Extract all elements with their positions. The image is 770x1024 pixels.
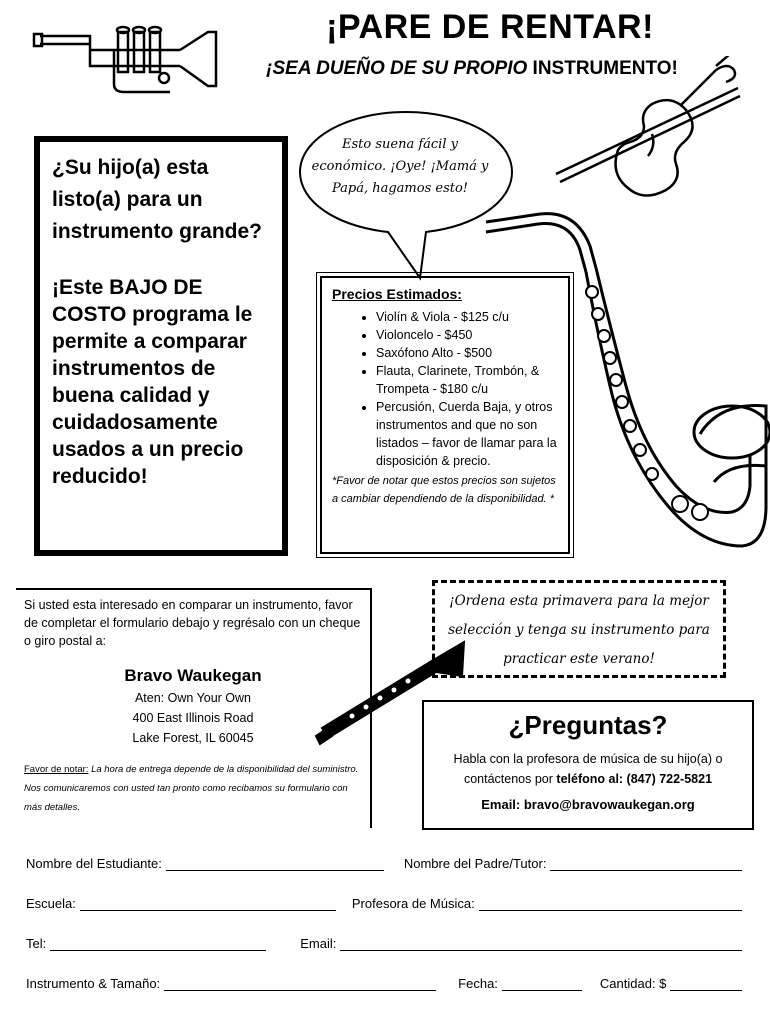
speech-bubble-text: Esto suena fácil y económico. ¡Oye! ¡Mamá y Papá, hagamos esto! — [311, 137, 489, 196]
tel-field[interactable] — [50, 936, 266, 951]
org-name: Bravo Waukegan — [124, 666, 262, 685]
delivery-note-text: La hora de entrega depende de la disponibilidad del suministro. Nos comunicaremos con usted tan pronto como recibamos su formulario con más detalles. — [24, 764, 359, 813]
questions-desc — [424, 749, 752, 789]
school-field[interactable] — [80, 896, 336, 911]
date-label: Fecha: — [458, 976, 498, 991]
amount-field[interactable] — [670, 976, 742, 991]
order-note: ¡Ordena esta primavera para la mejor selección y tenga su instrumento para practicar este verano! — [432, 580, 726, 678]
teacher-label: Profesora de Música: — [351, 896, 475, 911]
teacher-field[interactable] — [479, 896, 742, 911]
form-row-instrument — [26, 976, 742, 991]
delivery-note-label: Favor de notar: — [24, 764, 89, 775]
page-title: ¡PARE DE RENTAR! — [326, 8, 654, 46]
questions-desc-text: Habla con la profesora de música de su hijo(a) o contáctenos por — [453, 752, 723, 786]
violin-icon — [548, 56, 748, 206]
parent-name-label: Nombre del Padre/Tutor: — [403, 856, 547, 871]
school-label: Escuela: — [26, 896, 76, 911]
price-item: • Flauta, Clarinete, Trombón, & Trompeta - $180 c/u — [376, 362, 562, 398]
mailing-intro: Si usted esta interesado en comparar un instrumento, favor de completar el formulario debajo y regrésalo con un cheque o giro postal a: — [24, 598, 361, 648]
questions-box — [422, 700, 754, 830]
email-label: Email: — [300, 936, 337, 951]
prices-list — [332, 308, 562, 470]
prices-box — [320, 276, 570, 554]
prices-title: Precios Estimados: — [332, 286, 462, 302]
subtitle-italic: ¡SEA DUEÑO DE SU PROPIO — [266, 58, 528, 79]
price-item: • Violín & Viola - $125 c/u — [376, 308, 562, 326]
trumpet-icon — [30, 14, 225, 94]
program-question: ¿Su hijo(a) esta listo(a) para un instrumento grande? — [52, 156, 263, 243]
program-pitch: ¡Este BAJO DE COSTO programa le permite a comparar instrumentos de buena calidad y cuidadosamente usados a un precio reducido! — [52, 276, 253, 488]
price-item: • Saxófono Alto - $500 — [376, 344, 562, 362]
subtitle-bold: INSTRUMENTO! — [532, 58, 678, 79]
price-item: • Violoncelo - $450 — [376, 326, 562, 344]
questions-email: Email: bravo@bravowaukegan.org — [481, 797, 695, 812]
email-field[interactable] — [340, 936, 742, 951]
student-name-label: Nombre del Estudiante: — [26, 856, 162, 871]
form-row-names — [26, 856, 742, 871]
price-item: • Percusión, Cuerda Baja, y otros instrumentos and que no son listados – favor de llamar para la disposición & precio. — [376, 398, 562, 470]
address-line: Aten: Own Your Own — [134, 691, 252, 705]
address-line: 400 East Illinois Road — [132, 711, 254, 725]
delivery-note — [24, 760, 362, 817]
parent-name-field[interactable] — [550, 856, 742, 871]
student-name-field[interactable] — [166, 856, 384, 871]
form-row-school — [26, 896, 742, 911]
tel-label: Tel: — [26, 936, 47, 951]
date-field[interactable] — [502, 976, 582, 991]
amount-label: Cantidad: $ — [599, 976, 667, 991]
instrument-label: Instrumento & Tamaño: — [26, 976, 161, 991]
program-box — [34, 136, 288, 556]
address-line: Lake Forest, IL 60045 — [132, 731, 254, 745]
questions-title: ¿Preguntas? — [508, 710, 668, 740]
instrument-field[interactable] — [164, 976, 436, 991]
form-row-contact — [26, 936, 742, 951]
questions-phone: teléfono al: (847) 722-5821 — [556, 772, 713, 786]
prices-note: *Favor de notar que estos precios son sujetos a cambiar dependiendo de la disponibilidad. * — [332, 475, 556, 505]
